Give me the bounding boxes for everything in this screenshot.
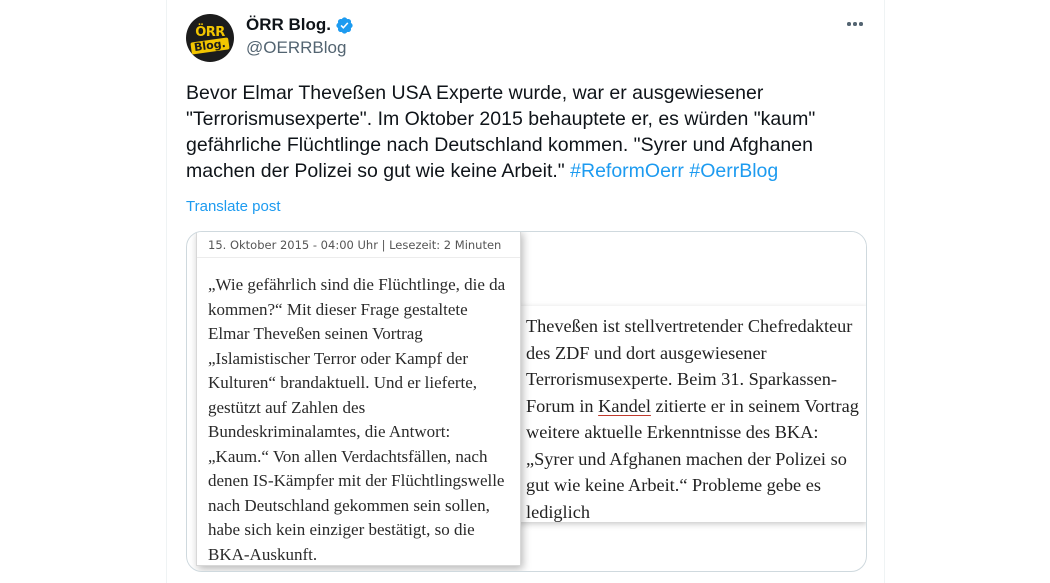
avatar-text-bottom: Blog. [190,37,229,54]
avatar[interactable] [186,14,234,62]
tweet-body: Bevor Elmar Theveßen USA Experte wurde, war er ausgewiesener "Terrorismusexperte". Im Oktober 2015 behauptete er, es würden "kaum" gefährliche Flüchtlinge nach Deutschland kommen. "Syrer und Afghanen machen der Polizei so gut wie keine Arbeit." [186,82,816,182]
article-clip-left [196,231,521,566]
more-options-button[interactable] [843,12,867,36]
hashtag-reformoerr[interactable]: #ReformOerr [570,160,684,182]
translate-post-link[interactable]: Translate post [186,198,281,215]
article-clip-right [519,306,867,522]
display-name[interactable]: ÖRR Blog. [246,15,331,34]
author-name-row[interactable] [246,14,354,36]
verified-badge-icon[interactable] [335,16,354,35]
kandel-link: Kandel [598,395,651,416]
timeline-right-border [884,0,885,583]
article-excerpt-right [526,313,862,525]
excerpt-right-part1: Theveßen ist stellvertretender Chefredakteur des ZDF und dort ausgewiesener Terrorismusexperte. Beim 31. Sparkassen-Forum in [526,316,853,416]
timeline-left-border [166,0,167,583]
more-options-icon [847,22,851,26]
article-clip-background [519,232,867,307]
author-handle[interactable]: @OERRBlog [246,38,347,57]
article-excerpt-left: „Wie gefährlich sind die Flüchtlinge, die da kommen?“ Mit dieser Frage gestaltete Elmar Theveßen seinen Vortrag „Islamistischer Terror oder Kampf der Kulturen“ brandaktuell. Und er lieferte, gestützt auf Zahlen des Bundeskriminalamtes, die Antwort: „Kaum.“ Von allen Verdachtsfällen, nach denen IS-Kämpfer mit der Flüchtlingswelle nach Deutschland gekommen sein sollen, habe sich kein einziger bestätigt, so die BKA-Auskunft. [208,275,506,564]
avatar-text-top: ÖRR [195,25,225,40]
hashtag-oerrblog[interactable]: #OerrBlog [689,160,779,182]
tweet-text [186,80,866,184]
article-meta: 15. Oktober 2015 - 04:00 Uhr | Lesezeit: 2 Minuten [208,238,502,252]
article-meta-divider [197,257,520,258]
tweet-media-image[interactable] [186,231,867,572]
excerpt-right-part2: zitierte er in seinem Vortrag weitere aktuelle Erkenntnisse des BKA: „Syrer und Afghanen machen der Polizei so gut wie keine Arbeit.“ Probleme gebe es lediglich [526,395,859,522]
